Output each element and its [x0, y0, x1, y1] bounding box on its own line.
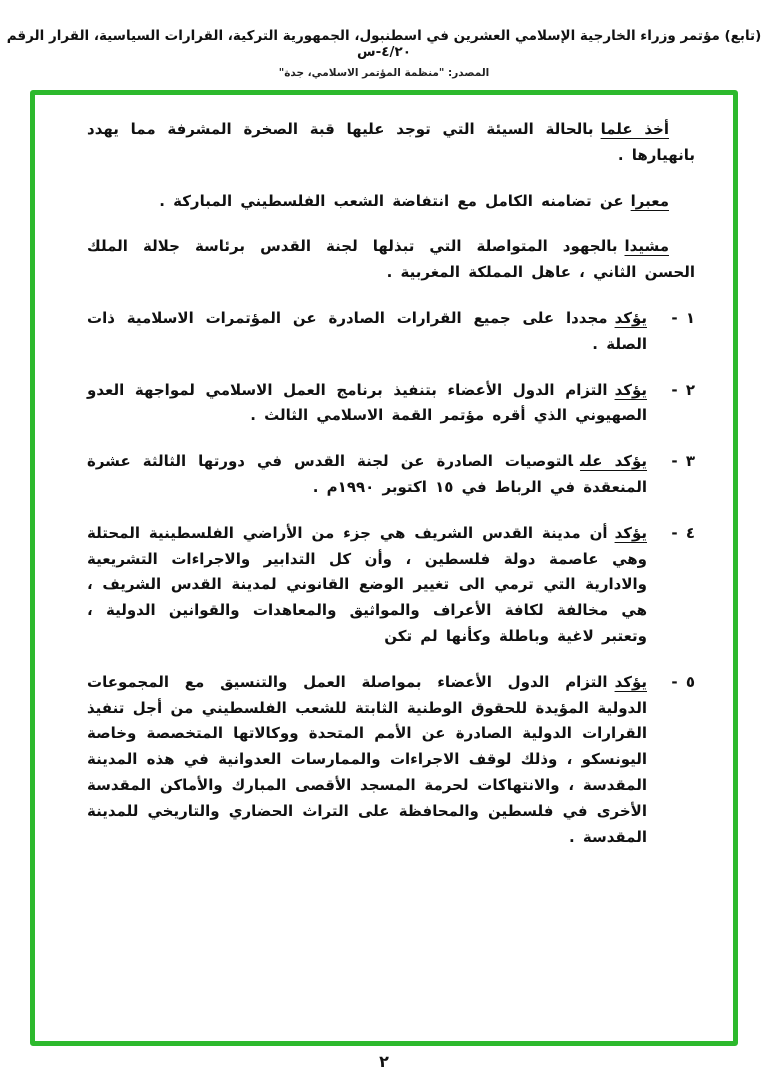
paragraph-text: عن تضامنه الكامل مع انتفاضة الشعب الفلسطيني المباركة . — [159, 191, 624, 210]
clause-text: يؤكدالتزام الدول الأعضاء بتنفيذ برنامج العمل الاسلامي لمواجهة العدو الصهيوني الذي أقره مؤتمر القمة الاسلامي الثالث . — [87, 380, 647, 425]
clause-text: يؤكدالتزام الدول الأعضاء بمواصلة العمل والتنسيق مع المجموعات الدولية المؤيدة للحقوق الوطنية الثابتة للشعب الفلسطيني من أجل تنفيذ القرارات الدولية الصادرة عن الأمم المتحدة ووكالاتها المتخصصة وخاصة اليونسكو ، وذلك لوقف الاجراءات والممارسات العدوانية في هذه المدينة المقدسة ، والانتهاكات لحرمة المسجد الأقصى المبارك والأماكن المقدسة الأخرى في فلسطين والمحافظة على التراث الحضاري والتاريخي للمدينة المقدسة . — [87, 672, 647, 846]
opening-paragraph — [87, 189, 695, 215]
clause-text: يؤكد علىالتوصيات الصادرة عن لجنة القدس في دورتها الثالثة عشرة المنعقدة في الرباط في ١٥ اكتوبر ١٩٩٠م . — [87, 452, 648, 496]
header-source: المصدر: "منظمة المؤتمر الاسلامي، جدة" — [278, 67, 490, 79]
document-body — [35, 95, 733, 880]
clause-number: ٢ - — [671, 380, 695, 399]
document-header — [0, 0, 768, 79]
clause-number: ٤ - — [671, 523, 695, 542]
paragraph-text: بالجهود المتواصلة التي تبذلها لجنة القدس برئاسة جلالة الملك الحسن الثاني ، عاهل المملكة المغربية . — [87, 237, 695, 282]
resolution-clause-5 — [87, 670, 695, 851]
clause-number: ١ - — [671, 308, 695, 327]
clause-lead-word: يؤكد — [614, 672, 647, 691]
opening-paragraph — [87, 117, 695, 169]
resolution-clause-4 — [87, 521, 695, 650]
resolution-clause-3 — [87, 449, 695, 501]
clause-text: يؤكدمجددا على جميع القرارات الصادرة عن المؤتمرات الاسلامية ذات الصلة . — [87, 308, 647, 353]
clause-lead-word: يؤكد — [614, 308, 647, 327]
page-number: ٢ — [379, 1052, 389, 1071]
paragraph-lead-word: مشيدا — [624, 237, 669, 256]
clause-lead-word: يؤكد على — [580, 452, 648, 471]
opening-paragraph — [87, 234, 695, 286]
resolution-clause-2 — [87, 378, 695, 430]
clause-lead-word: يؤكد — [614, 380, 647, 399]
clause-number: ٥ - — [671, 672, 695, 691]
green-border-frame — [30, 90, 738, 1046]
paragraph-text: بالحالة السيئة التي توجد عليها قبة الصخرة المشرفة مما يهدد بانهيارها . — [87, 120, 695, 164]
resolution-clause-1 — [87, 306, 695, 358]
clause-lead-word: يؤكد — [614, 523, 647, 542]
clause-number: ٣ - — [671, 452, 695, 471]
paragraph-lead-word: معبرا — [630, 191, 669, 210]
header-title: (تابع) مؤتمر وزراء الخارجية الإسلامي العشرين في اسطنبول، الجمهورية التركية، القرارات السياسية، القرار الرقم ٤/٢٠-س — [6, 28, 762, 60]
clause-text: يؤكدأن مدينة القدس الشريف هي جزء من الأراضي الفلسطينية المحتلة وهي عاصمة دولة فلسطين ، وأن كل التدابير والاجراءات التشريعية والادارية التي ترمي الى تغيير الوضع القانوني لمدينة القدس الشريف ، هي مخالفة لكافة الأعراف والمواثيق والمعاهدات والقوانين الدولية ، وتعتبر لاغية وباطلة وكأنها لم تكن — [87, 523, 647, 645]
paragraph-lead-word: أخذ علما — [600, 120, 669, 138]
